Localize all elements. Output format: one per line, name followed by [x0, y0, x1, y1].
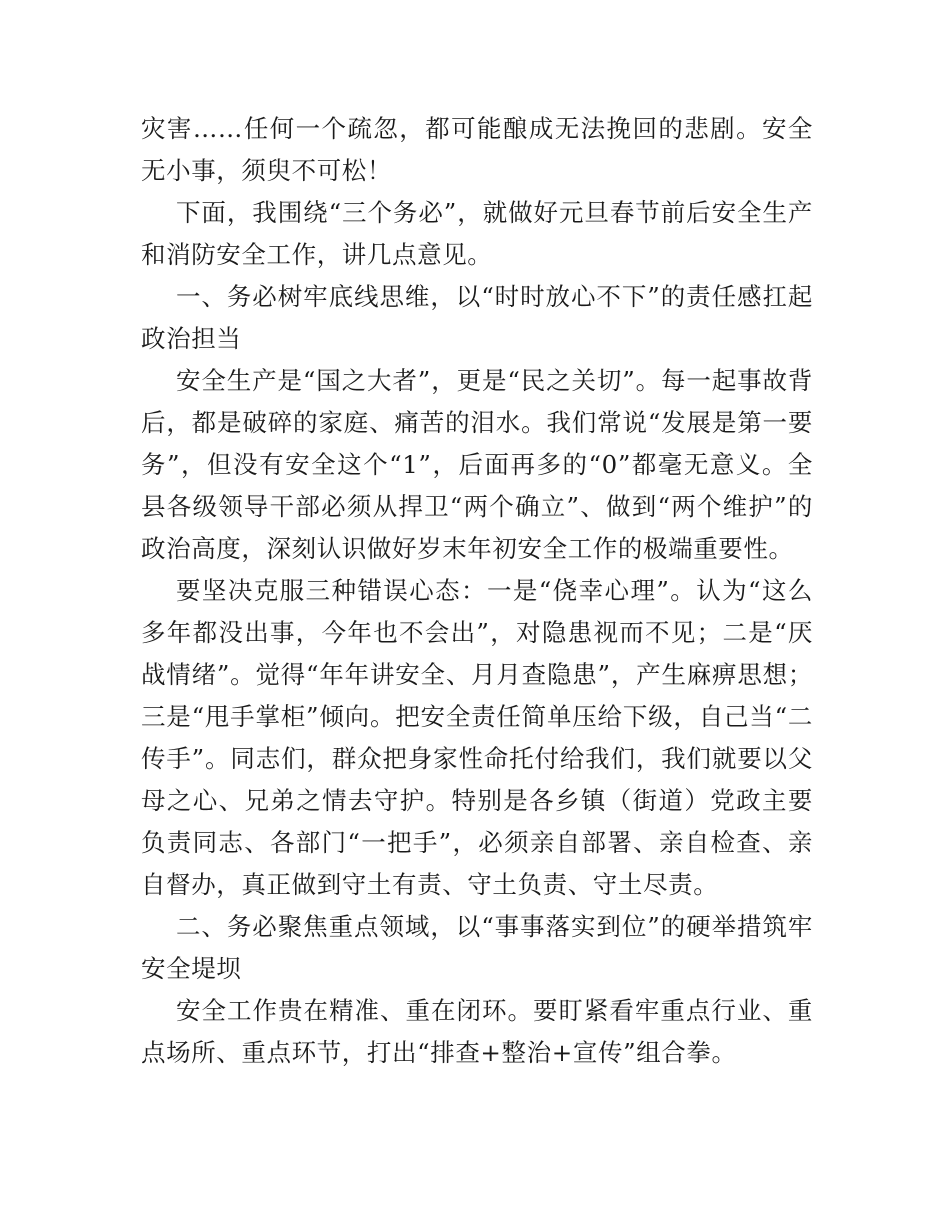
paragraph-continuation: 灾害……任何一个疏忽，都可能酿成无法挽回的悲剧。安全无小事，须臾不可松！	[141, 114, 813, 185]
section-heading-2: 二、务必聚焦重点领域，以“事事落实到位”的硬举措筑牢安全堤坝	[141, 912, 813, 983]
document-body	[141, 108, 813, 1074]
paragraph-intro: 下面，我围绕“三个务必”，就做好元旦春节前后安全生产和消防安全工作，讲几点意见。	[141, 198, 813, 269]
section-heading-1: 一、务必树牢底线思维，以“时时放心不下”的责任感扛起政治担当	[141, 282, 813, 353]
paragraph-safety-priority: 安全生产是“国之大者”，更是“民之关切”。每一起事故背后，都是破碎的家庭、痛苦的泪水。我们常说“发展是第一要务”，但没有安全这个“1”，后面再多的“0”都毫无意义。全县各级领导干部必须从捍卫“两个确立”、做到“两个维护”的政治高度，深刻认识做好岁末年初安全工作的极端重要性。	[141, 366, 813, 563]
paragraph-wrong-mindsets: 要坚决克服三种错误心态：一是“侥幸心理”。认为“这么多年都没出事，今年也不会出”，对隐患视而不见；二是“厌战情绪”。觉得“年年讲安全、月月查隐患”，产生麻痹思想；三是“甩手掌柜”倾向。把安全责任简单压给下级，自己当“二传手”。同志们，群众把身家性命托付给我们，我们就要以父母之心、兄弟之情去守护。特别是各乡镇（街道）党政主要负责同志、各部门“一把手”，必须亲自部署、亲自检查、亲自督办，真正做到守土有责、守土负责、守土尽责。	[141, 576, 813, 899]
paragraph-key-areas: 安全工作贵在精准、重在闭环。要盯紧看牢重点行业、重点场所、重点环节，打出“排查+整治+宣传”组合拳。	[141, 996, 813, 1067]
